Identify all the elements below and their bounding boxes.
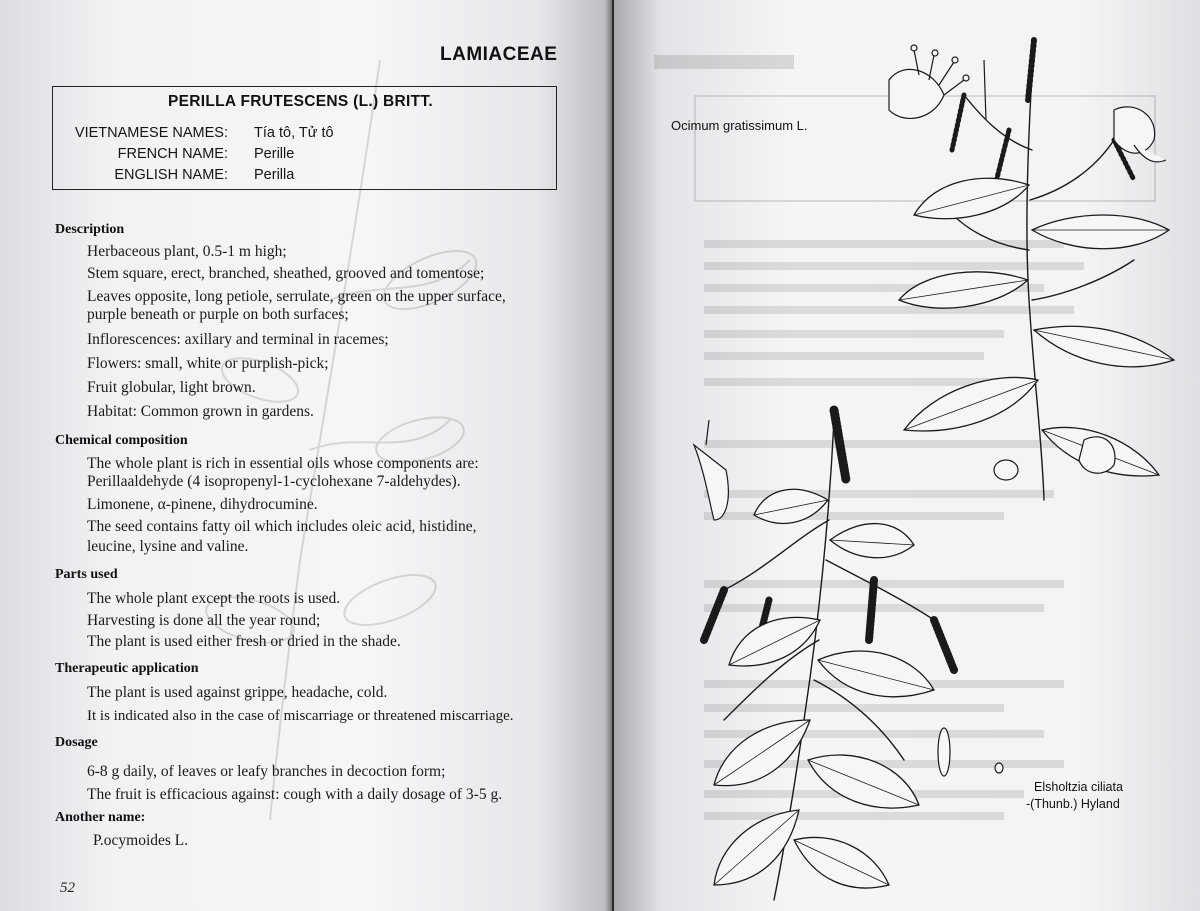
vietnamese-names-row [53,125,553,145]
french-name-value: Perille [254,146,295,162]
therapeutic-heading: Therapeutic application [55,661,199,676]
therapeutic-line: It is indicated also in the case of miscarriage or threatened miscarriage. [87,708,514,724]
chemical-line: Limonene, α-pinene, dihydrocumine. [87,496,318,513]
description-heading: Description [55,222,125,237]
description-line: Leaves opposite, long petiole, serrulate, green on the upper surface, [87,288,506,305]
caption-elsholtzia-author: -(Thunb.) Hyland [1026,797,1120,811]
chemical-line: leucine, lysine and valine. [87,538,249,555]
caption-elsholtzia-name: Elsholtzia ciliata [1034,780,1123,794]
species-name-box [52,86,557,190]
another-name-value: P.ocymoides L. [93,832,189,849]
description-line: Flowers: small, white or purplish-pick; [87,355,329,372]
parts-used-heading: Parts used [55,567,118,582]
caption-ocimum: Ocimum gratissimum L. [671,118,808,133]
therapeutic-line: The plant is used against grippe, headache, cold. [87,684,388,701]
description-line: Inflorescences: axillary and terminal in racemes; [87,331,389,348]
parts-line: The plant is used either fresh or dried in the shade. [87,633,401,650]
english-name-value: Perilla [254,167,295,183]
right-page [614,0,1200,911]
family-heading: LAMIACEAE [440,44,558,65]
dosage-heading: Dosage [55,735,98,750]
french-name-label: FRENCH NAME: [117,146,228,162]
parts-line: The whole plant except the roots is used. [87,590,341,607]
another-name-heading: Another name: [55,810,146,825]
chemical-line: Perillaaldehyde (4 isopropenyl-1-cyclohexane 7-aldehydes). [87,473,461,490]
vietnamese-names-value: Tía tô, Tử tô [254,125,334,141]
vietnamese-names-label: VIETNAMESE NAMES: [74,125,228,141]
chemical-composition-heading: Chemical composition [55,433,188,448]
dosage-line: The fruit is efficacious against: cough with a daily dosage of 3-5 g. [87,786,503,803]
description-line: Herbaceous plant, 0.5-1 m high; [87,243,287,260]
chemical-line: The seed contains fatty oil which includes oleic acid, histidine, [87,518,477,535]
french-name-row [53,146,553,166]
description-line: Stem square, erect, branched, sheathed, grooved and tomentose; [87,265,485,282]
description-line: purple beneath or purple on both surfaces; [87,306,349,323]
parts-line: Harvesting is done all the year round; [87,612,321,629]
dosage-line: 6-8 g daily, of leaves or leafy branches in decoction form; [87,763,446,780]
botanical-illustration [614,0,1200,911]
species-title: PERILLA FRUTESCENS (L.) BRITT. [168,93,434,110]
page-number: 52 [60,880,75,896]
english-name-label: ENGLISH NAME: [114,167,228,183]
english-name-row [53,167,553,187]
chemical-line: The whole plant is rich in essential oils whose components are: [87,455,479,472]
description-line: Fruit globular, light brown. [87,379,256,396]
description-line: Habitat: Common grown in gardens. [87,403,314,420]
